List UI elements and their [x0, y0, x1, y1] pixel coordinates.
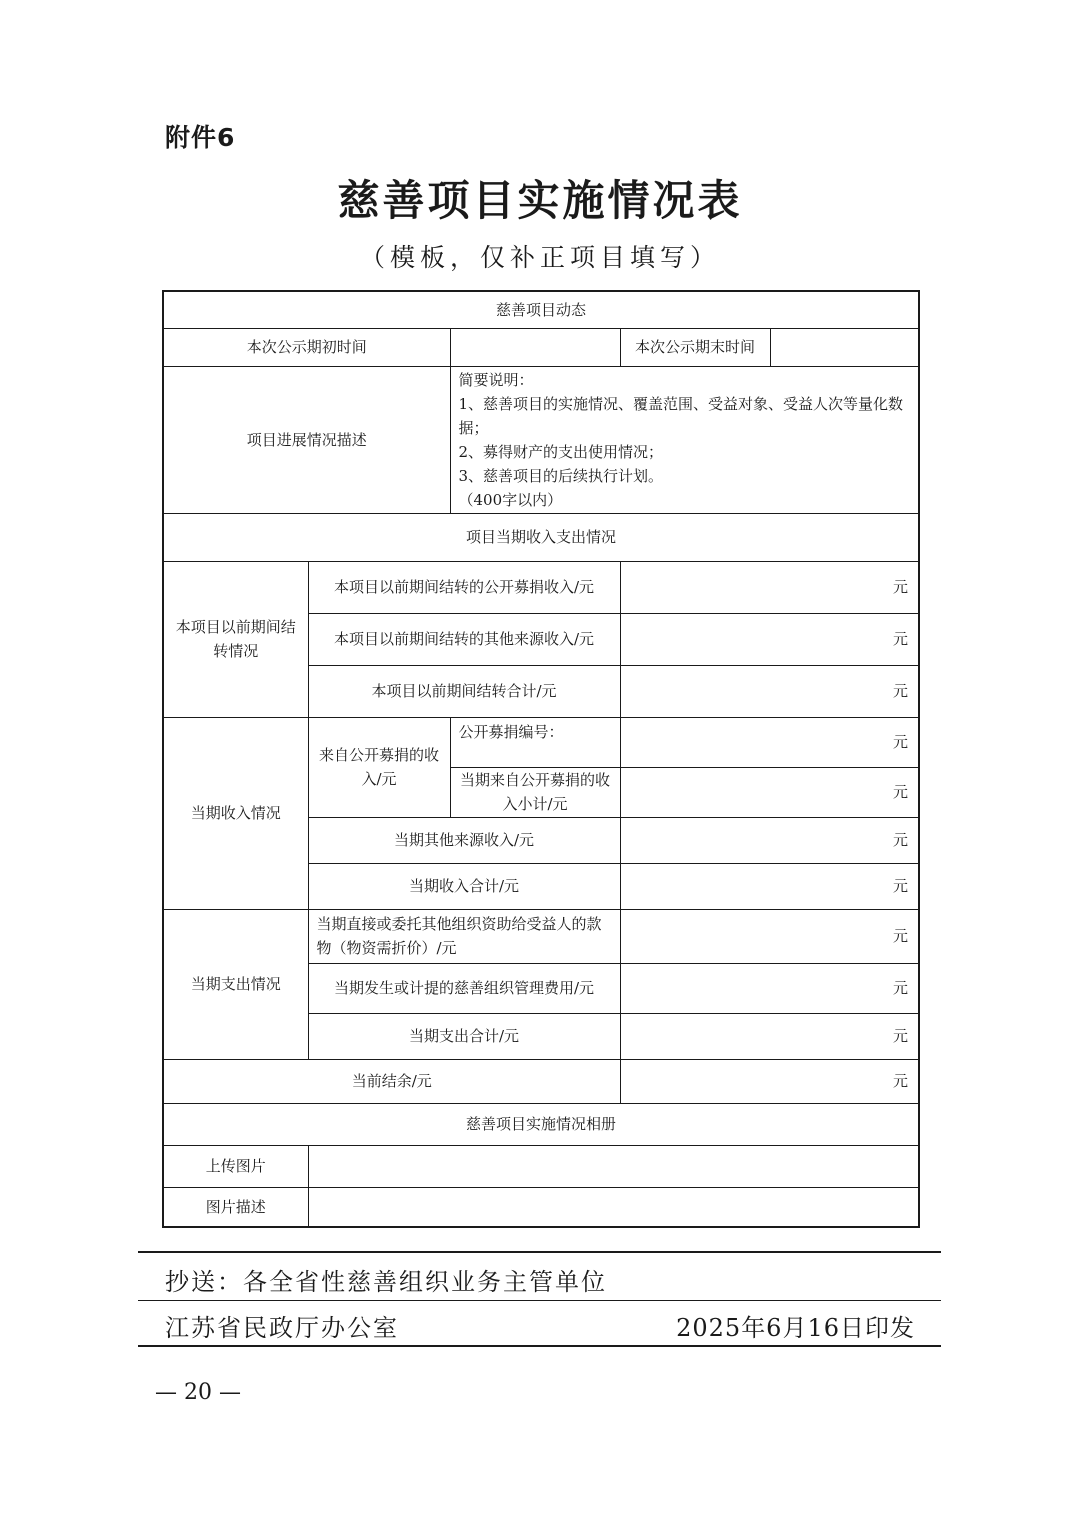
fundraising-number-label: 公开募捐编号： — [450, 717, 620, 767]
issuing-office: 江苏省民政厅办公室 — [165, 1314, 399, 1342]
progress-note: 2、募得财产的支出使用情况； — [458, 442, 664, 461]
carryover-public-value[interactable]: 元 — [620, 561, 919, 613]
expense-total-value[interactable]: 元 — [620, 1013, 919, 1059]
income-total-label: 当期收入合计/元 — [308, 863, 620, 909]
footer-bottom-rule — [138, 1345, 941, 1347]
footer-top-rule — [138, 1251, 941, 1253]
income-label: 当期收入情况 — [163, 717, 308, 909]
fundraising-number-value[interactable]: 元 — [620, 717, 919, 767]
other-income-value[interactable]: 元 — [620, 817, 919, 863]
upload-photo-field[interactable] — [308, 1145, 919, 1187]
public-income-group-label: 来自公开募捐的收入/元 — [308, 717, 450, 817]
page-number: — 20 — — [155, 1380, 241, 1405]
progress-note: （400字以内） — [458, 490, 563, 509]
issue-date: 2025年6月16日印发 — [676, 1314, 915, 1342]
balance-label: 当前结余/元 — [163, 1059, 620, 1103]
section-header-income-expense: 项目当期收入支出情况 — [163, 513, 919, 561]
photo-description-label: 图片描述 — [163, 1187, 308, 1227]
period-end-label: 本次公示期末时间 — [620, 328, 770, 366]
expense-label: 当期支出情况 — [163, 909, 308, 1059]
carryover-other-label: 本项目以前期间结转的其他来源收入/元 — [308, 613, 620, 665]
other-income-label: 当期其他来源收入/元 — [308, 817, 620, 863]
footer-middle-rule — [138, 1300, 941, 1301]
progress-description-cell[interactable] — [450, 366, 919, 513]
cc-line: 抄送：各全省性慈善组织业务主管单位 — [165, 1268, 607, 1296]
expense-total-label: 当期支出合计/元 — [308, 1013, 620, 1059]
public-income-subtotal-value[interactable]: 元 — [620, 767, 919, 817]
expense-admin-value[interactable]: 元 — [620, 963, 919, 1013]
page-title: 慈善项目实施情况表 — [337, 176, 743, 225]
section-header-dynamics: 慈善项目动态 — [163, 291, 919, 328]
public-income-subtotal-label: 当期来自公开募捐的收入小计/元 — [450, 767, 620, 817]
income-total-value[interactable]: 元 — [620, 863, 919, 909]
period-start-label: 本次公示期初时间 — [163, 328, 450, 366]
attachment-label: 附件6 — [165, 123, 236, 152]
carryover-label: 本项目以前期间结转情况 — [163, 561, 308, 717]
progress-note: 简要说明： — [458, 370, 534, 389]
upload-photo-label: 上传图片 — [163, 1145, 308, 1187]
carryover-total-value[interactable]: 元 — [620, 665, 919, 717]
period-end-value[interactable] — [770, 328, 919, 366]
carryover-public-label: 本项目以前期间结转的公开募捐收入/元 — [308, 561, 620, 613]
expense-admin-label: 当期发生或计提的慈善组织管理费用/元 — [308, 963, 620, 1013]
progress-label: 项目进展情况描述 — [163, 366, 450, 513]
photo-description-field[interactable] — [308, 1187, 919, 1227]
period-start-value[interactable] — [450, 328, 620, 366]
expense-grant-label: 当期直接或委托其他组织资助给受益人的款物（物资需折价）/元 — [308, 909, 620, 963]
progress-note: 3、慈善项目的后续执行计划。 — [458, 466, 664, 485]
page-subtitle: （模板，仅补正项目填写） — [359, 243, 720, 272]
carryover-other-value[interactable]: 元 — [620, 613, 919, 665]
section-header-album: 慈善项目实施情况相册 — [163, 1103, 919, 1145]
project-implementation-table — [162, 290, 920, 1228]
expense-grant-value[interactable]: 元 — [620, 909, 919, 963]
progress-note: 1、慈善项目的实施情况、覆盖范围、受益对象、受益人次等量化数据； — [458, 394, 904, 437]
balance-value[interactable]: 元 — [620, 1059, 919, 1103]
carryover-total-label: 本项目以前期间结转合计/元 — [308, 665, 620, 717]
